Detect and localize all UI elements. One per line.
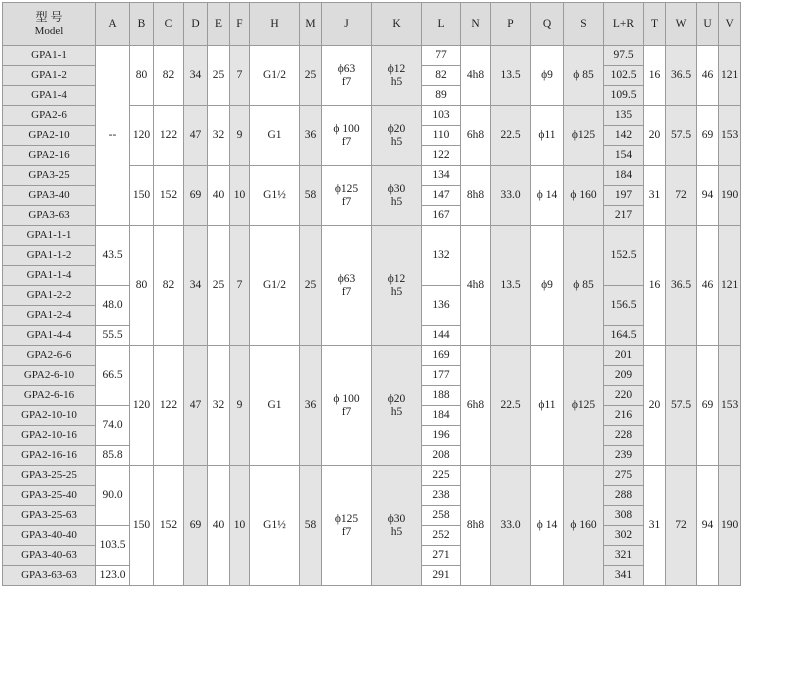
cell-m: 36 bbox=[300, 106, 322, 166]
model-cell: GPA1-4-4 bbox=[3, 326, 96, 346]
cell-u: 94 bbox=[697, 466, 719, 586]
cell-lr: 154 bbox=[604, 146, 644, 166]
cell-lr: 97.5 bbox=[604, 46, 644, 66]
cell-c: 152 bbox=[154, 466, 184, 586]
cell-lr: 302 bbox=[604, 526, 644, 546]
table-row bbox=[3, 466, 741, 486]
table-row bbox=[3, 226, 741, 246]
cell-d: 47 bbox=[184, 346, 208, 466]
cell-lr: 135 bbox=[604, 106, 644, 126]
cell-a: 85.8 bbox=[96, 446, 130, 466]
cell-b: 150 bbox=[130, 466, 154, 586]
header-row bbox=[3, 3, 741, 46]
cell-a: 66.5 bbox=[96, 346, 130, 406]
cell-e: 25 bbox=[208, 46, 230, 106]
cell-e: 32 bbox=[208, 346, 230, 466]
cell-l: 134 bbox=[422, 166, 461, 186]
cell-b: 120 bbox=[130, 346, 154, 466]
cell-q: ϕ11 bbox=[531, 346, 564, 466]
model-cell: GPA2-6-10 bbox=[3, 366, 96, 386]
header-u: U bbox=[697, 3, 719, 46]
cell-d: 34 bbox=[184, 46, 208, 106]
cell-b: 120 bbox=[130, 106, 154, 166]
cell-f: 7 bbox=[230, 226, 250, 346]
cell-p: 22.5 bbox=[491, 346, 531, 466]
cell-s: ϕ125 bbox=[564, 346, 604, 466]
header-p: P bbox=[491, 3, 531, 46]
header-e: E bbox=[208, 3, 230, 46]
cell-d: 69 bbox=[184, 466, 208, 586]
cell-h: G1/2 bbox=[250, 46, 300, 106]
header-lr: L+R bbox=[604, 3, 644, 46]
cell-l: 132 bbox=[422, 226, 461, 286]
cell-p: 33.0 bbox=[491, 166, 531, 226]
cell-u: 69 bbox=[697, 106, 719, 166]
model-cell: GPA2-6 bbox=[3, 106, 96, 126]
cell-m: 25 bbox=[300, 46, 322, 106]
cell-a: 123.0 bbox=[96, 566, 130, 586]
cell-w: 57.5 bbox=[666, 346, 697, 466]
cell-a: 43.5 bbox=[96, 226, 130, 286]
cell-l: 89 bbox=[422, 86, 461, 106]
cell-v: 153 bbox=[719, 106, 741, 166]
cell-u: 94 bbox=[697, 166, 719, 226]
cell-l: 103 bbox=[422, 106, 461, 126]
cell-lr: 341 bbox=[604, 566, 644, 586]
cell-n: 6h8 bbox=[461, 346, 491, 466]
model-cell: GPA1-2-4 bbox=[3, 306, 96, 326]
model-cell: GPA1-2 bbox=[3, 66, 96, 86]
cell-lr: 321 bbox=[604, 546, 644, 566]
cell-lr: 308 bbox=[604, 506, 644, 526]
cell-l: 184 bbox=[422, 406, 461, 426]
cell-m: 25 bbox=[300, 226, 322, 346]
model-cell: GPA2-16 bbox=[3, 146, 96, 166]
model-cell: GPA1-4 bbox=[3, 86, 96, 106]
header-j: J bbox=[322, 3, 372, 46]
cell-a: 48.0 bbox=[96, 286, 130, 326]
cell-j: ϕ63 f7 bbox=[322, 46, 372, 106]
cell-f: 9 bbox=[230, 106, 250, 166]
cell-lr: 152.5 bbox=[604, 226, 644, 286]
cell-w: 57.5 bbox=[666, 106, 697, 166]
cell-w: 72 bbox=[666, 466, 697, 586]
cell-c: 122 bbox=[154, 106, 184, 166]
model-cell: GPA3-63 bbox=[3, 206, 96, 226]
cell-v: 190 bbox=[719, 466, 741, 586]
model-cell: GPA1-2-2 bbox=[3, 286, 96, 306]
cell-l: 177 bbox=[422, 366, 461, 386]
cell-lr: 156.5 bbox=[604, 286, 644, 326]
cell-m: 58 bbox=[300, 166, 322, 226]
cell-k: ϕ12 h5 bbox=[372, 46, 422, 106]
cell-a: 55.5 bbox=[96, 326, 130, 346]
cell-a: -- bbox=[96, 46, 130, 226]
cell-lr: 228 bbox=[604, 426, 644, 446]
cell-l: 82 bbox=[422, 66, 461, 86]
cell-l: 147 bbox=[422, 186, 461, 206]
cell-m: 58 bbox=[300, 466, 322, 586]
model-cell: GPA1-1 bbox=[3, 46, 96, 66]
cell-l: 77 bbox=[422, 46, 461, 66]
cell-h: G1½ bbox=[250, 466, 300, 586]
header-k: K bbox=[372, 3, 422, 46]
cell-j: ϕ 100 f7 bbox=[322, 346, 372, 466]
cell-u: 46 bbox=[697, 226, 719, 346]
cell-p: 13.5 bbox=[491, 226, 531, 346]
model-cell: GPA2-10-10 bbox=[3, 406, 96, 426]
cell-l: 167 bbox=[422, 206, 461, 226]
cell-t: 16 bbox=[644, 46, 666, 106]
cell-s: ϕ 160 bbox=[564, 466, 604, 586]
cell-p: 22.5 bbox=[491, 106, 531, 166]
cell-e: 25 bbox=[208, 226, 230, 346]
cell-e: 40 bbox=[208, 466, 230, 586]
spec-table bbox=[2, 2, 741, 586]
table-row bbox=[3, 346, 741, 366]
cell-l: 252 bbox=[422, 526, 461, 546]
cell-q: ϕ11 bbox=[531, 106, 564, 166]
cell-h: G1 bbox=[250, 106, 300, 166]
model-cell: GPA2-10-16 bbox=[3, 426, 96, 446]
cell-l: 258 bbox=[422, 506, 461, 526]
cell-f: 7 bbox=[230, 46, 250, 106]
header-d: D bbox=[184, 3, 208, 46]
cell-lr: 217 bbox=[604, 206, 644, 226]
header-m: M bbox=[300, 3, 322, 46]
cell-a: 90.0 bbox=[96, 466, 130, 526]
cell-c: 152 bbox=[154, 166, 184, 226]
cell-q: ϕ 14 bbox=[531, 166, 564, 226]
header-h: H bbox=[250, 3, 300, 46]
cell-lr: 109.5 bbox=[604, 86, 644, 106]
cell-d: 47 bbox=[184, 106, 208, 166]
cell-b: 80 bbox=[130, 226, 154, 346]
model-cell: GPA1-1-4 bbox=[3, 266, 96, 286]
model-cell: GPA3-25 bbox=[3, 166, 96, 186]
cell-lr: 142 bbox=[604, 126, 644, 146]
cell-k: ϕ12 h5 bbox=[372, 226, 422, 346]
cell-j: ϕ125 f7 bbox=[322, 166, 372, 226]
cell-c: 82 bbox=[154, 226, 184, 346]
cell-lr: 239 bbox=[604, 446, 644, 466]
model-cell: GPA2-16-16 bbox=[3, 446, 96, 466]
cell-b: 150 bbox=[130, 166, 154, 226]
cell-l: 188 bbox=[422, 386, 461, 406]
cell-q: ϕ9 bbox=[531, 46, 564, 106]
header-v: V bbox=[719, 3, 741, 46]
cell-b: 80 bbox=[130, 46, 154, 106]
model-cell: GPA3-25-63 bbox=[3, 506, 96, 526]
cell-p: 13.5 bbox=[491, 46, 531, 106]
header-a: A bbox=[96, 3, 130, 46]
cell-k: ϕ20 h5 bbox=[372, 346, 422, 466]
cell-p: 33.0 bbox=[491, 466, 531, 586]
cell-j: ϕ63 f7 bbox=[322, 226, 372, 346]
model-cell: GPA1-1-2 bbox=[3, 246, 96, 266]
header-c: C bbox=[154, 3, 184, 46]
cell-c: 82 bbox=[154, 46, 184, 106]
cell-k: ϕ30 h5 bbox=[372, 166, 422, 226]
cell-k: ϕ30 h5 bbox=[372, 466, 422, 586]
cell-l: 122 bbox=[422, 146, 461, 166]
cell-u: 46 bbox=[697, 46, 719, 106]
cell-e: 40 bbox=[208, 166, 230, 226]
cell-f: 9 bbox=[230, 346, 250, 466]
cell-j: ϕ125 f7 bbox=[322, 466, 372, 586]
header-q: Q bbox=[531, 3, 564, 46]
cell-n: 8h8 bbox=[461, 466, 491, 586]
cell-lr: 184 bbox=[604, 166, 644, 186]
cell-d: 34 bbox=[184, 226, 208, 346]
cell-l: 136 bbox=[422, 286, 461, 326]
cell-s: ϕ 85 bbox=[564, 226, 604, 346]
cell-lr: 220 bbox=[604, 386, 644, 406]
model-cell: GPA2-6-16 bbox=[3, 386, 96, 406]
cell-s: ϕ125 bbox=[564, 106, 604, 166]
cell-w: 36.5 bbox=[666, 46, 697, 106]
cell-k: ϕ20 h5 bbox=[372, 106, 422, 166]
cell-n: 4h8 bbox=[461, 46, 491, 106]
model-cell: GPA3-63-63 bbox=[3, 566, 96, 586]
cell-j: ϕ 100 f7 bbox=[322, 106, 372, 166]
model-cell: GPA3-40 bbox=[3, 186, 96, 206]
table-row bbox=[3, 46, 741, 66]
model-cell: GPA2-10 bbox=[3, 126, 96, 146]
cell-n: 6h8 bbox=[461, 106, 491, 166]
cell-t: 16 bbox=[644, 226, 666, 346]
cell-e: 32 bbox=[208, 106, 230, 166]
header-b: B bbox=[130, 3, 154, 46]
cell-l: 291 bbox=[422, 566, 461, 586]
cell-m: 36 bbox=[300, 346, 322, 466]
cell-l: 238 bbox=[422, 486, 461, 506]
cell-s: ϕ 160 bbox=[564, 166, 604, 226]
header-l: L bbox=[422, 3, 461, 46]
cell-h: G1 bbox=[250, 346, 300, 466]
cell-t: 31 bbox=[644, 166, 666, 226]
cell-l: 208 bbox=[422, 446, 461, 466]
cell-d: 69 bbox=[184, 166, 208, 226]
cell-q: ϕ9 bbox=[531, 226, 564, 346]
cell-n: 4h8 bbox=[461, 226, 491, 346]
header-w: W bbox=[666, 3, 697, 46]
header-n: N bbox=[461, 3, 491, 46]
cell-q: ϕ 14 bbox=[531, 466, 564, 586]
header-f: F bbox=[230, 3, 250, 46]
cell-n: 8h8 bbox=[461, 166, 491, 226]
model-cell: GPA2-6-6 bbox=[3, 346, 96, 366]
cell-a: 103.5 bbox=[96, 526, 130, 566]
cell-l: 271 bbox=[422, 546, 461, 566]
header-t: T bbox=[644, 3, 666, 46]
cell-u: 69 bbox=[697, 346, 719, 466]
cell-f: 10 bbox=[230, 466, 250, 586]
cell-lr: 209 bbox=[604, 366, 644, 386]
cell-f: 10 bbox=[230, 166, 250, 226]
cell-h: G1/2 bbox=[250, 226, 300, 346]
cell-h: G1½ bbox=[250, 166, 300, 226]
header-model: 型 号 Model bbox=[3, 3, 96, 46]
model-cell: GPA3-25-40 bbox=[3, 486, 96, 506]
cell-a: 74.0 bbox=[96, 406, 130, 446]
cell-l: 144 bbox=[422, 326, 461, 346]
cell-s: ϕ 85 bbox=[564, 46, 604, 106]
cell-lr: 164.5 bbox=[604, 326, 644, 346]
header-s: S bbox=[564, 3, 604, 46]
cell-lr: 102.5 bbox=[604, 66, 644, 86]
cell-l: 110 bbox=[422, 126, 461, 146]
cell-v: 121 bbox=[719, 226, 741, 346]
cell-w: 36.5 bbox=[666, 226, 697, 346]
cell-lr: 275 bbox=[604, 466, 644, 486]
cell-l: 225 bbox=[422, 466, 461, 486]
model-cell: GPA3-40-40 bbox=[3, 526, 96, 546]
cell-v: 190 bbox=[719, 166, 741, 226]
cell-c: 122 bbox=[154, 346, 184, 466]
cell-l: 169 bbox=[422, 346, 461, 366]
cell-lr: 216 bbox=[604, 406, 644, 426]
cell-lr: 288 bbox=[604, 486, 644, 506]
cell-l: 196 bbox=[422, 426, 461, 446]
cell-t: 20 bbox=[644, 106, 666, 166]
model-cell: GPA3-40-63 bbox=[3, 546, 96, 566]
cell-v: 121 bbox=[719, 46, 741, 106]
model-cell: GPA1-1-1 bbox=[3, 226, 96, 246]
cell-lr: 197 bbox=[604, 186, 644, 206]
cell-lr: 201 bbox=[604, 346, 644, 366]
cell-t: 20 bbox=[644, 346, 666, 466]
cell-v: 153 bbox=[719, 346, 741, 466]
model-cell: GPA3-25-25 bbox=[3, 466, 96, 486]
cell-w: 72 bbox=[666, 166, 697, 226]
cell-t: 31 bbox=[644, 466, 666, 586]
